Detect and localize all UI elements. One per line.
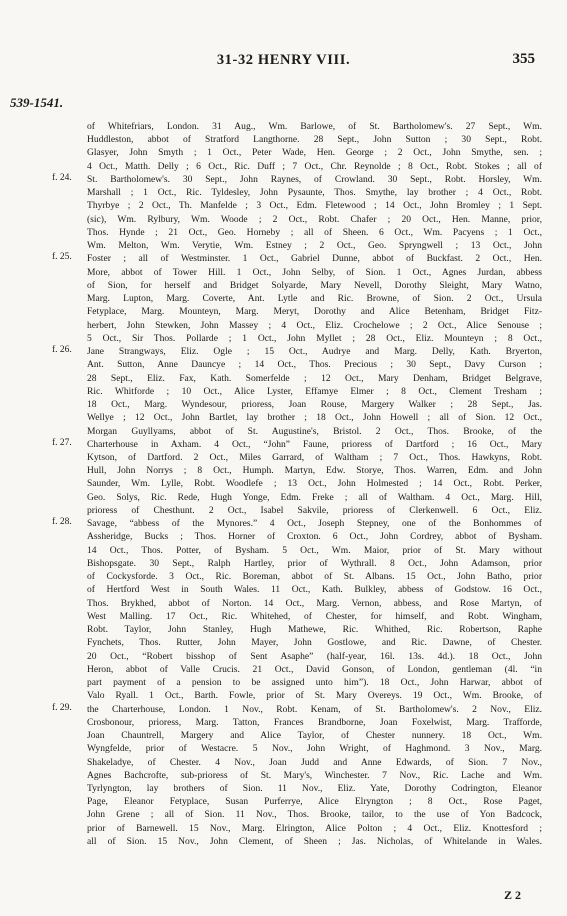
text-line: Joan Chauntrell, Margery and Alice Taylor, of Chester nunnery. 18 Oct., Wm. <box>87 730 542 742</box>
text-line: Agnes Bachcrofte, sub-prioress of St. Mary's, Winchester. 7 Nov., Ric. Lache and Wm. <box>87 769 542 781</box>
text-line: Wm. Melton, Wm. Verytie, Wm. Estney ; 2 Oct., Geo. Spryngwell ; 13 Oct., John <box>87 240 542 252</box>
text-line: all of Sion. 15 Nov., John Clement, of Sheen ; Jas. Nicholas, of Whitelande in Wales. <box>87 835 542 847</box>
text-line: Tyrlyngton, lay brothers of Sion. 11 Nov., Eliz. Yate, Dorothy Codrington, Eleanor <box>87 783 542 794</box>
text-line: Foster ; all of Westminster. 1 Oct., Gabriel Dunne, abbot of Buckfast. 2 Oct., Hen. <box>87 253 542 265</box>
text-line: 4 Oct., Matth. Delly ; 6 Oct., Ric. Duff ; 7 Oct., Chr. Reynolde ; 8 Oct., Robt. Stokes ; all of <box>87 160 542 172</box>
folio-marker: f. 26. <box>52 345 72 356</box>
text-line: Savage, “abbess of the Mynores.” 4 Oct., Joseph Stepney, one of the Bonhommes of <box>87 518 542 530</box>
folio-marker: f. 28. <box>52 517 72 528</box>
text-line: Kytson, of Dartford. 2 Oct., Miles Garrard, of Waltham ; 7 Oct., Thos. Hawkyns, Robt. <box>87 452 542 463</box>
folio-marker: f. 24. <box>52 172 72 183</box>
folio-marker: f. 25. <box>52 252 72 263</box>
page-number: 355 <box>512 51 535 67</box>
text-line: John Grene ; all of Sion. 11 Nov., Thos. Brooke, tailor, to the use of Yon Badcock, <box>87 809 542 821</box>
text-line: Geo. Solys, Ric. Rede, Hugh Yonge, Edm. Freke ; all of Waltham. 4 Oct., Marg. Hill, <box>87 491 542 503</box>
text-line: of Cockysforde. 3 Oct., Ric. Boreman, abbot of St. Albans. 15 Oct., John Batho, prior <box>87 571 542 583</box>
text-line: Morgan Guyllyams, abbot of St. Augustine's, Bristol. 2 Oct., Thos. Brooke, of the <box>87 425 542 437</box>
text-line: Thos. Brykhed, abbot of Norton. 14 Oct., Marg. Vernon, abbess, and Rose Martyn, of <box>87 597 542 609</box>
text-line: Bishopsgate. 30 Sept., Ralph Hartley, prior of Wythrall. 8 Oct., John Adamson, prior <box>87 557 542 569</box>
text-line: St. Bartholomew's. 30 Sept., John Raynes, of Crowland. 30 Sept., Robt. Horsley, Wm. <box>87 173 542 185</box>
text-line: 14 Oct., Thos. Potter, of Bysham. 5 Oct., Wm. Maior, prior of St. Mary without <box>87 544 542 556</box>
text-line: Huddleston, abbot of Stratford Langthorne. 28 Sept., John Sutton ; 30 Sept., Robt. <box>87 134 542 146</box>
text-line: 20 Oct., “Robert bisshop of Sent Asaphe” (half-year, 16l. 13s. 4d.). 18 Oct., John <box>87 650 542 662</box>
text-line: West Malling. 17 Oct., Ric. Whitehed, of Chester, for himself, and Robt. Wingham, <box>87 610 542 622</box>
text-line: Wyngfelde, prior of Westacre. 5 Nov., John Wright, of Haghmond. 3 Nov., Marg. <box>87 743 542 755</box>
signature-mark: Z 2 <box>503 888 521 902</box>
text-line: (sic), Wm. Rylbury, Wm. Woode ; 2 Oct., Robt. Chafer ; 20 Oct., Hen. Manne, prior, <box>87 213 542 225</box>
text-line: Assheridge, Bucks ; Thos. Horner of Croxton. 6 Oct., John Cordrey, abbot of Bysham. <box>87 531 542 543</box>
text-line: Robt. Taylor, John Stanley, Hugh Mathewe, Ric. Whithed, Ric. Robertson, Raphe <box>87 624 542 636</box>
text-line: More, abbot of Tower Hill. 1 Oct., John Selby, of Sion. 1 Oct., Agnes Jurdan, abbess <box>87 266 542 278</box>
text-line: Hull, John Norrys ; 8 Oct., Humph. Martyn, Edw. Storye, Thos. Warren, Edm. and John <box>87 465 542 477</box>
text-line: Jane Strangways, Eliz. Ogle ; 15 Oct., Audrye and Marg. Delly, Kath. Bryerton, <box>87 346 542 358</box>
text-line: Shakeladye, of Chester. 4 Nov., Joan Judd and Anne Edwards, of Sion. 7 Nov., <box>87 756 542 768</box>
text-line: Glasyer, John Smyth ; 1 Oct., Peter Wade, Hen. George ; 2 Oct., John Smythe, sen. ; <box>87 147 542 159</box>
page-header <box>0 50 567 70</box>
text-line: part payment of a pension to be assigned unto him”). 18 Oct., John Harwar, abbot of <box>87 677 542 689</box>
text-line: the Charterhouse, London. 1 Nov., Robt. Kenam, of St. Bartholomew's. 2 Nov., Eliz. <box>87 703 542 715</box>
text-line: Charterhouse in Axham. 4 Oct., “John” Faune, prioress of Dartford ; 16 Oct., Mary <box>87 438 542 450</box>
text-line: of Sion, for herself and Bridget Solyarde, Mary Nevell, Dorothy Sleight, Mary Watno, <box>87 279 542 291</box>
text-line: 18 Oct., Marg. Wyndesour, prioress, Joan Rouse, Margery Walker ; 28 Sept., Jas. <box>87 399 542 411</box>
text-line: Marshall ; 1 Oct., Ric. Tyldesley, John Pysaunte, Thos. Smythe, lay brother ; 4 Oct., Robt. <box>87 187 542 199</box>
text-line: of Whitefriars, London. 31 Aug., Wm. Barlowe, of St. Bartholomew's. 27 Sept., Wm. <box>87 121 542 132</box>
text-line: 5 Oct., Sir Thos. Pollarde ; 1 Oct., John Myllet ; 28 Oct., Eliz. Mounteyn ; 8 Oct., <box>87 332 542 344</box>
folio-marker: f. 29. <box>52 702 72 713</box>
text-line: Thos. Hynde ; 21 Oct., Geo. Horneby ; all of Sheen. 6 Oct., Wm. Pacyens ; 1 Oct., <box>87 226 542 238</box>
text-line: Ric. Whitforde ; 10 Oct., Alice Lyster, Effamye Elmer ; 8 Oct., Clement Tresham ; <box>87 385 542 397</box>
text-line: Heron, abbot of Valle Crucis. 21 Oct., David Gonson, of London, gentleman (4l. “in <box>87 663 542 675</box>
running-title: 31-32 HENRY VIII. <box>216 52 351 68</box>
text-line: Thyrbye ; 2 Oct., Th. Manfelde ; 3 Oct., Edm. Fletewood ; 14 Oct., John Bromley ; 1 Sept. <box>87 200 542 212</box>
text-line: Saunder, Wm. Lylle, Robt. Woodlefe ; 13 Oct., John Holmested ; 14 Oct., Robt. Perker, <box>87 478 542 490</box>
folio-marker: f. 27. <box>52 437 72 448</box>
text-line: Wellye ; 12 Oct., John Bartlet, lay brother ; 18 Oct., John Howell ; all of Sion. 12 Oct., <box>87 412 542 424</box>
text-line: 28 Sept., Eliz. Fax, Kath. Somerfelde ; 12 Oct., Mary Denham, Bridget Belgrave, <box>87 372 542 384</box>
text-line: prior of Barnewell. 15 Nov., Marg. Elrington, Alice Polton ; 4 Oct., Eliz. Knottesford ; <box>87 822 542 834</box>
text-line: Marg. Lupton, Marg. Coverte, Ant. Lytle and Ric. Browne, of Sion. 2 Oct., Ursula <box>87 293 542 305</box>
text-line: Crosbonour, prioress, Marg. Tatton, Frances Brandborne, Joan Foxelwist, Marg. Trafforde, <box>87 716 542 728</box>
text-line: of Hertford West in South Wales. 11 Oct., Kath. Bulkley, abbess of Godstow. 16 Oct., <box>87 584 542 596</box>
text-line: Ant. Sutton, Anne Dauncye ; 14 Oct., Thos. Precious ; 30 Sept., Davy Curson ; <box>87 359 542 371</box>
text-line: Page, Eleanor Fetyplace, Susan Purferrye, Alice Elryngton ; 8 Oct., Rose Paget, <box>87 796 542 808</box>
text-line: Fynchets, Thos. Rutter, John Mayer, John Gostlowe, and Ric. Dawne, of Chester. <box>87 637 542 649</box>
text-line: prioress of Chesthunt. 2 Oct., Isabel Sakvile, prioress of Clerkenwell. 6 Oct., Eliz. <box>87 504 542 516</box>
text-line: herbert, John Stewken, John Massey ; 4 Oct., Eliz. Crochelowe ; 2 Oct., Alice Senouse ; <box>87 319 542 331</box>
text-line: Valo Ryall. 1 Oct., Barth. Fowle, prior of St. Mary Overeys. 19 Oct., Wm. Brooke, of <box>87 690 542 702</box>
text-line: Fetyplace, Marg. Mounteyn, Marg. Meryt, Dorothy and Alice Betenham, Bridget Fitz- <box>87 306 542 318</box>
year-note: 539-1541. <box>10 95 64 110</box>
